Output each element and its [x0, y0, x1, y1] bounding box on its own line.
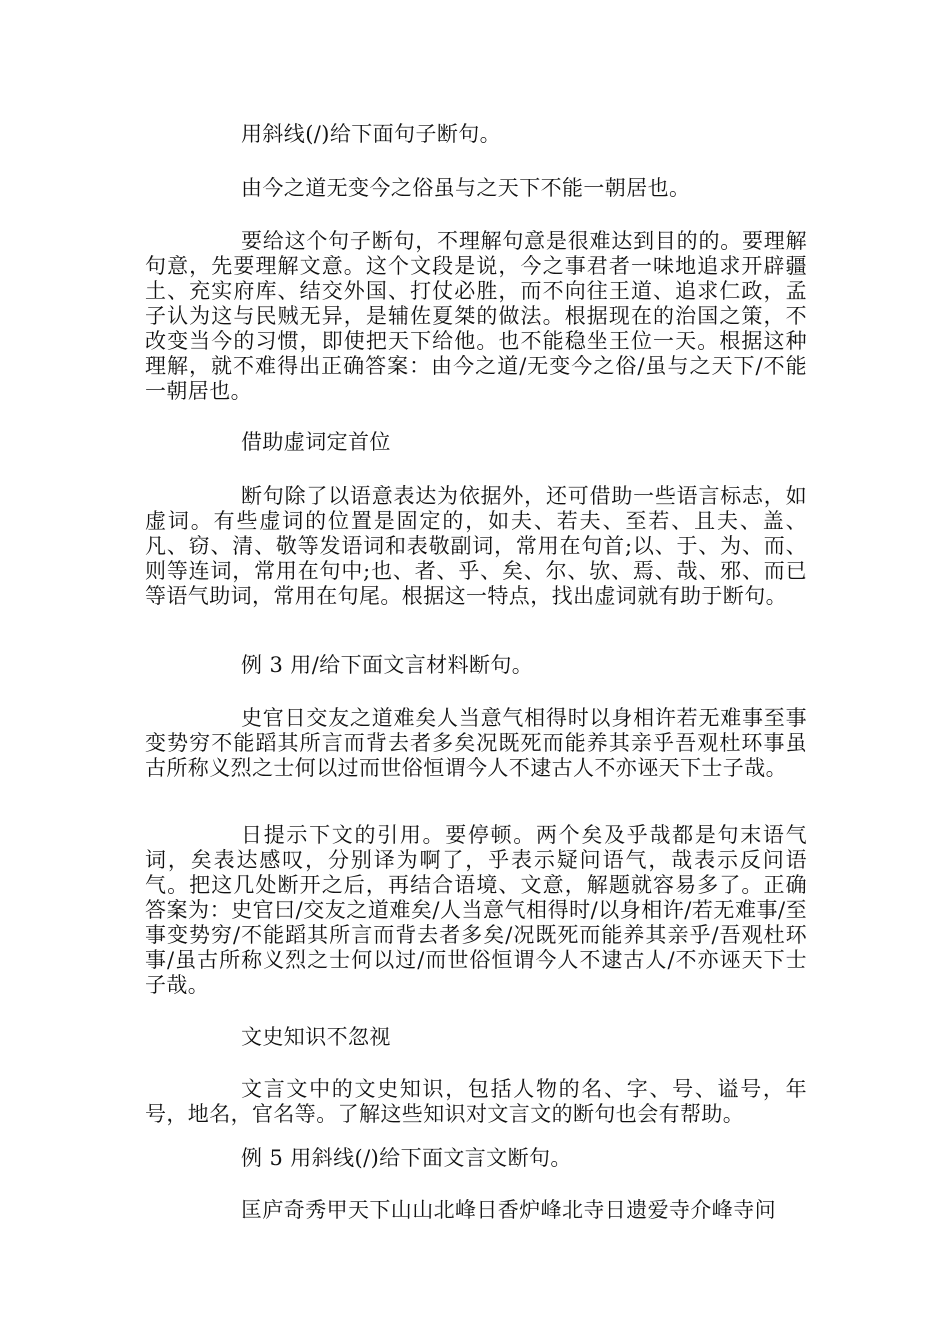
paragraph-example-sentence-1: 由今之道无变今之俗虽与之天下不能一朝居也。 [241, 176, 691, 200]
paragraph-example-3-label: 例 3 用/给下面文言材料断句。 [241, 653, 534, 677]
paragraph-example-3-text: 史官日交友之道难矣人当意气相得时以身相许若无难事至事变势穷不能蹈其所言而背去者多矣况既死而能养其亲乎吾观杜环事虽古所称义烈之士何以过而世俗恒谓今人不逮古人不亦诬天下士子哉。 [145, 706, 807, 780]
paragraph-example-5-text: 匡庐奇秀甲天下山山北峰日香炉峰北寺日遗爱寺介峰寺问 [241, 1198, 776, 1222]
section-heading-function-words: 借助虚词定首位 [241, 430, 391, 454]
paragraph-literary-knowledge-explanation: 文言文中的文史知识，包括人物的名、字、号、谥号，年号，地名，官名等。了解这些知识对文言文的断句也会有帮助。 [145, 1077, 807, 1126]
section-heading-literary-knowledge: 文史知识不忽视 [241, 1025, 391, 1049]
paragraph-function-words-explanation: 断句除了以语意表达为依据外，还可借助一些语言标志，如虚词。有些虚词的位置是固定的，如夫、若夫、至若、且夫、盖、凡、窃、清、敬等发语词和表敬副词，常用在句首;以、于、为、而、则等连词，常用在句中;也、者、乎、矣、尔、欤、焉、哉、邪、而已等语气助词，常用在句尾。根据这一特点，找出虚词就有助于断句。 [145, 484, 807, 608]
paragraph-explanation-1: 要给这个句子断句，不理解句意是很难达到目的的。要理解句意，先要理解文意。这个文段是说，今之事君者一味地追求开辟疆土、充实府库、结交外国、打仗必胜，而不向往王道、追求仁政，孟子认为这与民贼无异，是辅佐夏桀的做法。根据现在的治国之策，不改变当今的习惯，即使把天下给他。也不能稳坐王位一天。根据这种理解，就不难得出正确答案：由今之道/无变今之俗/虽与之天下/不能一朝居也。 [145, 229, 807, 403]
paragraph-example-3-answer: 日提示下文的引用。要停顿。两个矣及乎哉都是句末语气词，矣表达感叹，分别译为啊了，乎表示疑问语气，哉表示反问语气。把这几处断开之后，再结合语境、文意，解题就容易多了。正确答案为：史官曰/交友之道难矣/人当意气相得时/以身相许/若无难事/至事变势穷/不能蹈其所言而背去者多矣/况既死而能养其亲乎/吾观杜环事/虽古所称义烈之士何以过/而世俗恒谓今人不逮古人/不亦诬天下士子哉。 [145, 823, 807, 997]
paragraph-example-5-label: 例 5 用斜线(/)给下面文言文断句。 [241, 1146, 572, 1170]
paragraph-instruction-1: 用斜线(/)给下面句子断句。 [241, 122, 502, 146]
